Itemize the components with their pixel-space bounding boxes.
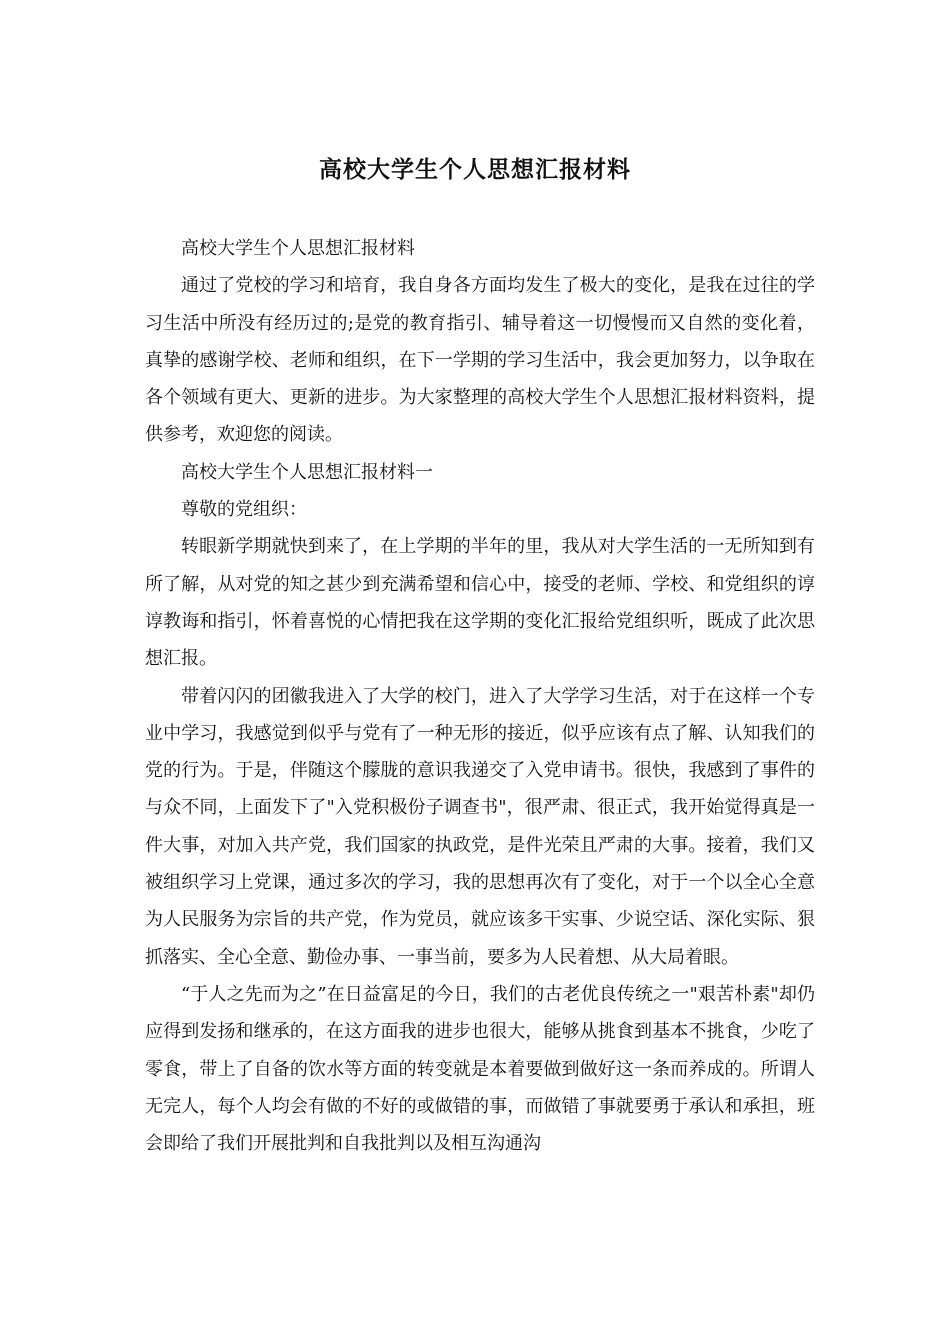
paragraph-body: 带着闪闪的团徽我进入了大学的校门，进入了大学学习生活，对于在这样一个专业中学习，我感觉到似乎与党有了一种无形的接近，似乎应该有点了解、认知我们的党的行为。于是，伴随这个朦胧的意识我递交了入党申请书。很快，我感到了事件的与众不同，上面发下了"入党积极份子调查书"，很严肃、很正式，我开始觉得真是一件大事，对加入共产党，我们国家的执政党，是件光荣且严肃的大事。接着，我们又被组织学习上党课，通过多次的学习，我的思想再次有了变化，对于一个以全心全意为人民服务为宗旨的共产党，作为党员，就应该多干实事、少说空话、深化实际、狠抓落实、全心全意、勤俭办事、一事当前，要多为人民着想、从大局着眼。 [145,685,815,968]
paragraph-body: “于人之先而为之”在日益富足的今日，我们的古老优良传统之一"艰苦朴素"却仍应得到发扬和继承的，在这方面我的进步也很大，能够从挑食到基本不挑食，少吃了零食，带上了自备的饮水等方面的转变就是本着要做到做好这一条而养成的。所谓人无完人，每个人均会有做的不好的或做错的事，而做错了事就要勇于承认和承担，班会即给了我们开展批判和自我批判以及相互沟通沟 [145,983,815,1155]
paragraph-body: 转眼新学期就快到来了，在上学期的半年的里，我从对大学生活的一无所知到有所了解，从对党的知之甚少到充满希望和信心中，接受的老师、学校、和党组织的谆谆教诲和指引，怀着喜悦的心情把我在这学期的变化汇报给党组织听，既成了此次思想汇报。 [145,536,815,670]
paragraph-salutation: 尊敬的党组织： [181,499,307,521]
document-body [145,230,815,1162]
paragraph-intro: 通过了党校的学习和培育，我自身各方面均发生了极大的变化，是我在过往的学习生活中所没有经历过的;是党的教育指引、辅导着这一切慢慢而又自然的变化着，真挚的感谢学校、老师和组织，在下一学期的学习生活中，我会更加努力，以争取在各个领域有更大、更新的进步。为大家整理的高校大学生个人思想汇报材料资料，提供参考，欢迎您的阅读。 [145,275,815,446]
paragraph-subtitle: 高校大学生个人思想汇报材料 [181,238,415,259]
document-title: 高校大学生个人思想汇报材料 [319,156,631,183]
paragraph-section-heading: 高校大学生个人思想汇报材料一 [181,461,433,483]
